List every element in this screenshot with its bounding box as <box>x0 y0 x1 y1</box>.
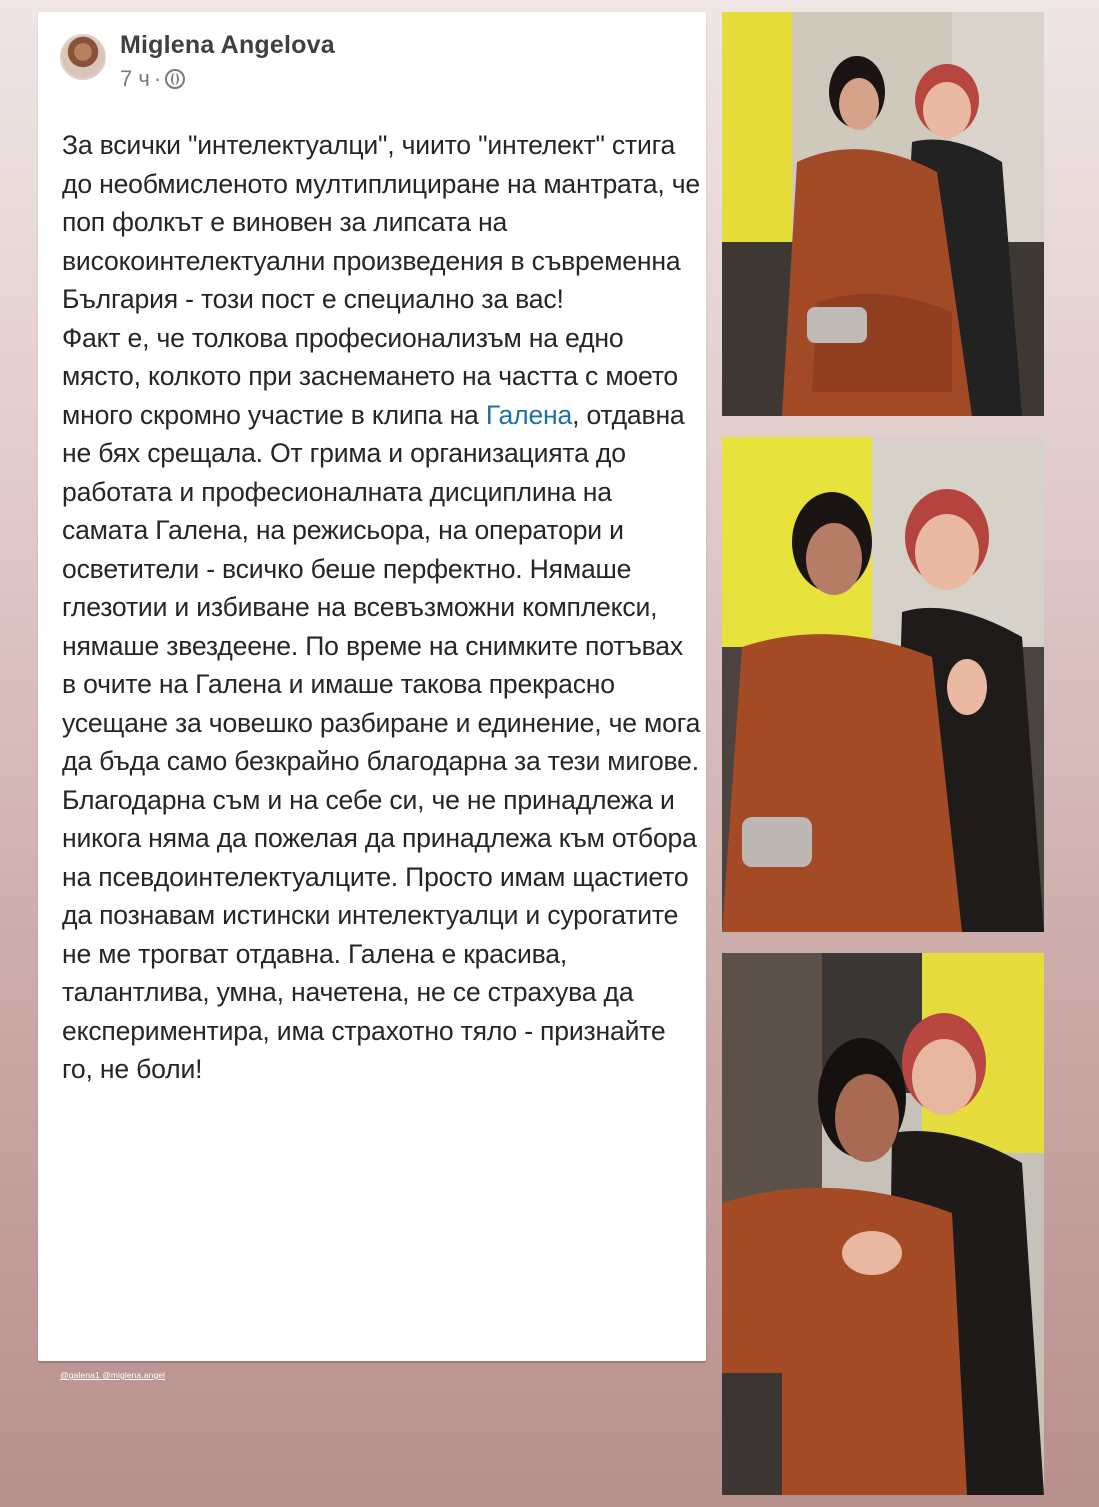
author-name[interactable]: Miglena Angelova <box>120 31 335 59</box>
photo-1-image <box>722 12 1044 416</box>
story-mention-tags[interactable]: @galena1 @miglena.angel <box>60 1370 166 1380</box>
post-text <box>62 126 702 1089</box>
photo-1 <box>722 12 1044 416</box>
post-paragraph <box>62 319 702 1089</box>
author-block <box>120 30 335 92</box>
post-text-run: За всички "интелектуалци", чиито "интелект" стига до необмисленото мултиплициране на мантрата, че поп фолкът е виновен за липсата на високоинтелектуални произведения в съвременна България - този пост е специално за вас! <box>62 130 700 314</box>
meta-separator: · <box>153 66 162 91</box>
post-text-run: Факт е, че толкова професионализъм на едно място, колкото при заснемането на частта с моето много скромно участие в клипа на <box>62 322 678 430</box>
photo-2 <box>722 437 1044 932</box>
globe-icon <box>165 69 185 89</box>
mention-link[interactable]: Галена <box>485 399 573 430</box>
post-meta <box>120 66 335 92</box>
photo-2-image <box>722 437 1044 932</box>
post-header <box>60 30 335 92</box>
author-avatar[interactable] <box>60 34 106 80</box>
facebook-post-card <box>38 12 706 1361</box>
divider <box>38 1361 706 1363</box>
photo-3 <box>722 953 1044 1495</box>
photo-3-image <box>722 953 1044 1495</box>
post-text-run: , отдавна не бях срещала. От грима и организацията до работата и професионалната дисциплина на самата Галена, на режисьора, на оператори и осветители - всичко беше перфектно. Нямаше глезотии и избиване на всевъзможни комплекси, нямаше звездеене. По време на снимките потъвах в очите на Галена и имаше такова прекрасно усещане за човешко разбиране и единение, че мога да бъда само безкрайно благодарна за тези мигове. Благодарна съм и на себе си, че не принадлежа и никога няма да пожелая да принадлежа към отбора на псевдоинтелектуалците. Просто имам щастието да познавам истински интелектуалци и сурогатите не ме трогват отдавна. Галена е красива, талантлива, умна, начетена, не се страхува да експериментира, има страхотно тяло - признайте го, не боли! <box>62 399 701 1084</box>
post-time[interactable]: 7 ч <box>120 66 150 91</box>
post-paragraph <box>62 126 702 319</box>
